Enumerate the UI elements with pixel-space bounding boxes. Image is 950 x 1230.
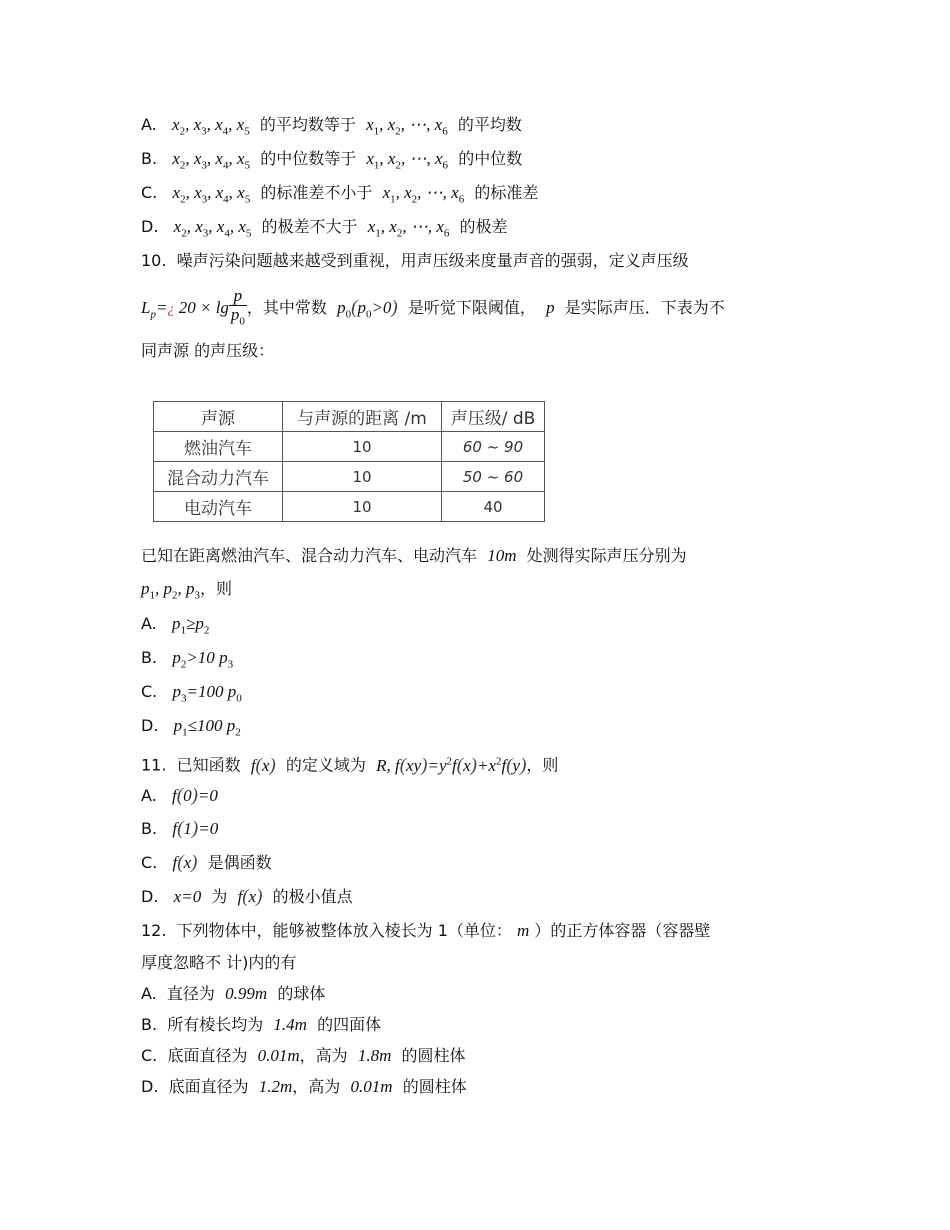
math-expression: $x_1$, $x_2$, ⋯, $x_6$ [366, 149, 449, 172]
option-label: A. [141, 786, 157, 805]
math-expression: f(0)=0 [172, 785, 218, 806]
q10-stem-line5 [141, 578, 232, 606]
table-header: 声源 [154, 402, 283, 432]
q11-option-a [141, 785, 218, 807]
q12-option-b [141, 1014, 381, 1036]
q10-option-a [141, 613, 209, 641]
option-label: D. [141, 1077, 159, 1096]
question-text: 同声源 的声压级： [141, 341, 275, 360]
question-text: 的定义域为 [285, 755, 366, 775]
option-text: 为 [211, 887, 228, 906]
option-text: 底面直径为 [168, 1077, 249, 1096]
option-label: B. [141, 819, 158, 838]
question-number: 10. [141, 251, 167, 270]
option-label: A. [141, 984, 157, 1003]
q11-option-b [141, 818, 218, 840]
option-text: 的四面体 [317, 1015, 382, 1034]
option-label: B. [141, 1015, 158, 1034]
option-text: 直径为 [166, 984, 215, 1003]
math-expression: 1.2m [258, 1077, 293, 1096]
question-text: ）的正方体容器（容器壁 [534, 921, 711, 940]
option-text: 的中位数 [458, 149, 523, 168]
math-expression: $x_1$, $x_2$, ⋯, $x_6$ [366, 115, 448, 138]
question-number: 12. [141, 921, 167, 940]
math-expression: f(1)=0 [172, 818, 219, 839]
q11-option-d [141, 886, 353, 908]
option-text: 的平均数 [457, 115, 522, 134]
q12-stem-line1 [141, 920, 710, 942]
question-text: 处测得实际声压分别为 [526, 546, 687, 565]
table-cell: 10 [283, 462, 442, 492]
table-cell: 电动汽车 [154, 492, 283, 522]
table-cell: 10 [283, 492, 442, 522]
q9-option-c [141, 182, 538, 210]
option-text: ，高为 [292, 1077, 341, 1096]
math-expression: $p_0(p_0>0)$ [337, 297, 398, 321]
math-expression: 0.01m [350, 1077, 393, 1096]
math-expression: f(x) [250, 754, 276, 776]
option-label: C. [141, 682, 158, 701]
question-text: 下列物体中，能够被整体放入棱长为 1（单位： [176, 921, 512, 940]
definition-text: 是听觉下限阈值， [407, 298, 536, 318]
option-label: D. [141, 217, 159, 236]
table-header-row [154, 402, 545, 432]
sound-level-table [153, 401, 545, 522]
q10-stem-line4 [141, 545, 687, 567]
math-expression: $p_1$, $p_2$, $p_3$ [141, 579, 200, 602]
question-text: 噪声污染问题越来越受到重视，用声压级来度量声音的强弱，定义声压级 [176, 251, 689, 270]
option-text: 的标准差 [474, 183, 539, 202]
math-expression: $p_2>10$ $p_3$ [172, 648, 234, 671]
option-label: B. [141, 149, 158, 168]
math-variable: m [517, 921, 530, 940]
table-row [154, 462, 545, 492]
question-text: ，则 [200, 579, 233, 598]
option-label: B. [141, 648, 158, 667]
table-cell: 10 [283, 432, 442, 462]
option-label: C. [141, 1046, 158, 1065]
math-expression: $x_1$, $x_2$, ⋯, $x_6$ [382, 183, 465, 206]
math-variable: p [546, 298, 555, 318]
table-header: 声压级/ dB [442, 402, 545, 432]
math-expression: 0.99m [225, 984, 268, 1003]
q10-option-c [141, 681, 242, 709]
option-text: 的平均数等于 [259, 115, 356, 134]
math-expression: $x_2$, $x_3$, $x_4$, $x_5$ [173, 217, 252, 240]
option-label: C. [141, 853, 158, 872]
math-expression: $x_2$, $x_3$, $x_4$, $x_5$ [172, 183, 251, 206]
math-expression: 1.8m [357, 1046, 392, 1065]
option-text: 的中位数等于 [260, 149, 357, 168]
option-text: 所有棱长均为 [167, 1015, 264, 1034]
question-text: 已知函数 [176, 755, 241, 775]
q9-option-d [141, 216, 508, 244]
option-text: 的圆柱体 [402, 1077, 467, 1096]
option-text: 的圆柱体 [401, 1046, 466, 1065]
q12-option-a [141, 983, 325, 1005]
table-cell: 燃油汽车 [154, 432, 283, 462]
option-text: 底面直径为 [167, 1046, 248, 1065]
question-text: ，则 [526, 755, 559, 775]
table-cell: 40 [442, 492, 545, 522]
q10-stem-line3 [141, 340, 274, 362]
math-formula: $L_p=¿$ 20 × lg [141, 298, 229, 321]
math-expression: x=0 [173, 887, 202, 906]
option-label: A. [141, 614, 157, 633]
q10-option-b [141, 647, 233, 675]
definition-text: ，其中常数 [246, 298, 327, 318]
q11-stem [141, 750, 558, 777]
math-fraction: $\frac{p}{p_0}$ [230, 286, 245, 328]
option-text: 的极差不大于 [261, 217, 358, 236]
question-text: 已知在距离燃油汽车、混合动力汽车、电动汽车 [141, 546, 478, 565]
math-expression: $x_2$, $x_3$, $x_4$, $x_5$ [172, 149, 251, 172]
q10-option-d [141, 715, 241, 743]
q11-option-c [141, 852, 272, 874]
question-text: 厚度忽略不 计)内的有 [141, 953, 297, 972]
math-expression: f(x) [237, 886, 263, 907]
table-cell: 50 ~ 60 [442, 462, 545, 492]
math-expression: $p_3=100$ $p_0$ [172, 682, 242, 705]
table-row [154, 492, 545, 522]
math-expression: R, $f(xy)=y^2f(x)+x^2f(y)$ [376, 754, 527, 776]
option-text: ，高为 [299, 1046, 348, 1065]
math-expression: f(x) [172, 852, 198, 873]
table-cell: 混合动力汽车 [154, 462, 283, 492]
q12-option-c [141, 1045, 466, 1067]
q9-option-a [141, 114, 522, 142]
table-row [154, 432, 545, 462]
math-expression: 1.4m [273, 1015, 307, 1034]
option-label: C. [141, 183, 158, 202]
math-expression: $x_2$, $x_3$, $x_4$, $x_5$ [172, 115, 250, 138]
option-text: 是偶函数 [207, 853, 272, 872]
option-text: 的球体 [277, 984, 326, 1003]
option-label: A. [141, 115, 157, 134]
option-text: 的极差 [459, 217, 508, 236]
definition-text: 是实际声压．下表为不 [564, 298, 725, 318]
option-label: D. [141, 887, 159, 906]
table-header: 与声源的距离 /m [283, 402, 442, 432]
q12-stem-line2 [141, 952, 296, 974]
math-expression: $x_1$, $x_2$, ⋯, $x_6$ [367, 217, 450, 240]
q10-definition-line [141, 287, 725, 333]
question-number: 11. [141, 755, 167, 775]
q10-stem-line1 [141, 250, 689, 272]
q12-option-d [141, 1076, 467, 1098]
option-label: D. [141, 716, 159, 735]
math-expression: $p_1\ge p_2$ [172, 614, 210, 637]
option-text: 的极小值点 [272, 887, 353, 906]
math-expression: 0.01m [257, 1046, 300, 1065]
math-expression: $p_1\le 100$ $p_2$ [173, 716, 241, 739]
math-expression: 10m [487, 546, 517, 565]
table-cell: 60 ~ 90 [442, 432, 545, 462]
option-text: 的标准差不小于 [260, 183, 373, 202]
q9-option-b [141, 148, 522, 176]
